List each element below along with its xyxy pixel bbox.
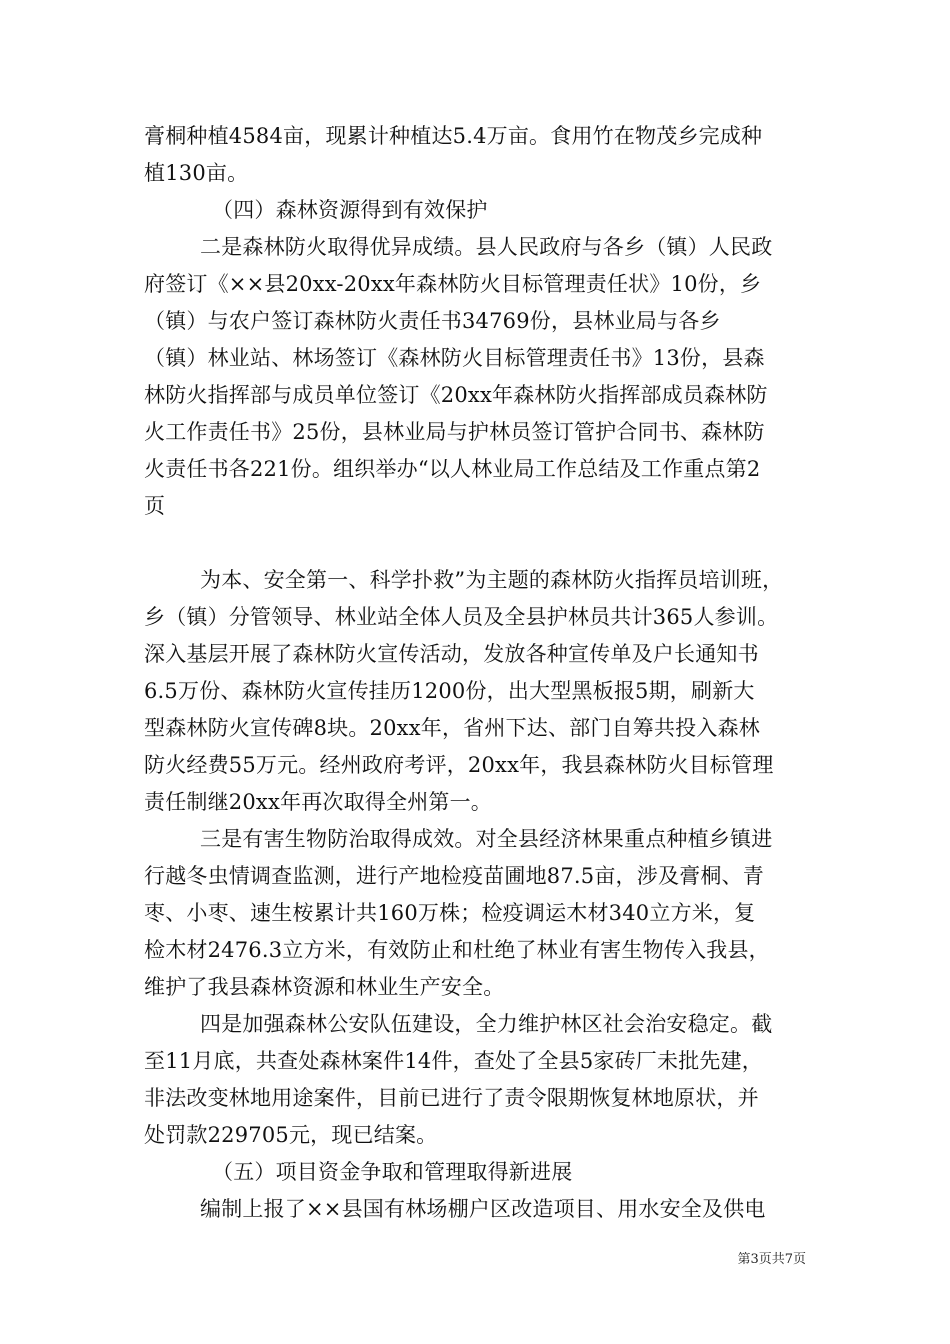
text-line: 火工作责任书》25份，县林业局与护林员签订管护合同书、森林防 bbox=[144, 420, 765, 444]
text-line: 非法改变林地用途案件，目前已进行了责令限期恢复林地原状，并 bbox=[144, 1086, 759, 1110]
text-line: 火责任书各221份。组织举办“以人林业局工作总结及工作重点第2 bbox=[144, 457, 761, 481]
text-line: 行越冬虫情调查监测，进行产地检疫苗圃地87.5亩，涉及膏桐、青 bbox=[144, 864, 764, 888]
text-line: 至11月底，共查处森林案件14件，查处了全县5家砖厂未批先建， bbox=[144, 1049, 764, 1073]
section-heading: （四）森林资源得到有效保护 bbox=[212, 198, 488, 222]
text-line: （镇）林业站、林场签订《森林防火目标管理责任书》13份，县森 bbox=[144, 346, 765, 370]
text-line: 植130亩。 bbox=[144, 161, 249, 185]
text-line: 三是有害生物防治取得成效。对全县经济林果重点种植乡镇进 bbox=[200, 827, 773, 851]
section-heading: （五）项目资金争取和管理取得新进展 bbox=[212, 1160, 573, 1184]
text-line: 编制上报了××县国有林场棚户区改造项目、用水安全及供电 bbox=[200, 1197, 766, 1221]
text-line: 维护了我县森林资源和林业生产安全。 bbox=[144, 975, 505, 999]
text-line: 责任制继20xx年再次取得全州第一。 bbox=[144, 790, 493, 814]
text-line: 处罚款229705元，现已结案。 bbox=[144, 1123, 438, 1147]
text-line: 林防火指挥部与成员单位签订《20xx年森林防火指挥部成员森林防 bbox=[144, 383, 768, 407]
text-line: 6.5万份、森林防火宣传挂历1200份，出大型黑板报5期，刷新大 bbox=[144, 679, 755, 703]
text-line: 乡（镇）分管领导、林业站全体人员及全县护林员共计365人参训。 bbox=[144, 605, 779, 629]
text-line: 深入基层开展了森林防火宣传活动，发放各种宣传单及户长通知书 bbox=[144, 642, 759, 666]
text-line: 膏桐种植4584亩，现累计种植达5.4万亩。食用竹在物茂乡完成种 bbox=[144, 124, 763, 148]
text-line bbox=[144, 525, 812, 562]
text-line: 检木材2476.3立方米，有效防止和杜绝了林业有害生物传入我县， bbox=[144, 938, 770, 962]
text-line: （镇）与农户签订森林防火责任书34769份，县林业局与各乡 bbox=[144, 309, 721, 333]
text-line: 为本、安全第一、科学扑救”为主题的森林防火指挥员培训班， bbox=[200, 568, 784, 592]
text-line: 四是加强森林公安队伍建设，全力维护林区社会治安稳定。截 bbox=[200, 1012, 773, 1036]
text-line: 二是森林防火取得优异成绩。县人民政府与各乡（镇）人民政 bbox=[200, 235, 773, 259]
text-line: 页 bbox=[144, 494, 166, 518]
text-line: 型森林防火宣传碑8块。20xx年，省州下达、部门自筹共投入森林 bbox=[144, 716, 760, 740]
text-line: 府签订《××县20xx-20xx年森林防火目标管理责任状》10份，乡 bbox=[144, 272, 762, 296]
text-line: 枣、小枣、速生桉累计共160万株；检疫调运木材340立方米，复 bbox=[144, 901, 756, 925]
text-line: 防火经费55万元。经州政府考评，20xx年，我县森林防火目标管理 bbox=[144, 753, 774, 777]
page-number-footer: 第3页共7页 bbox=[737, 1252, 806, 1267]
document-body bbox=[144, 118, 812, 1228]
